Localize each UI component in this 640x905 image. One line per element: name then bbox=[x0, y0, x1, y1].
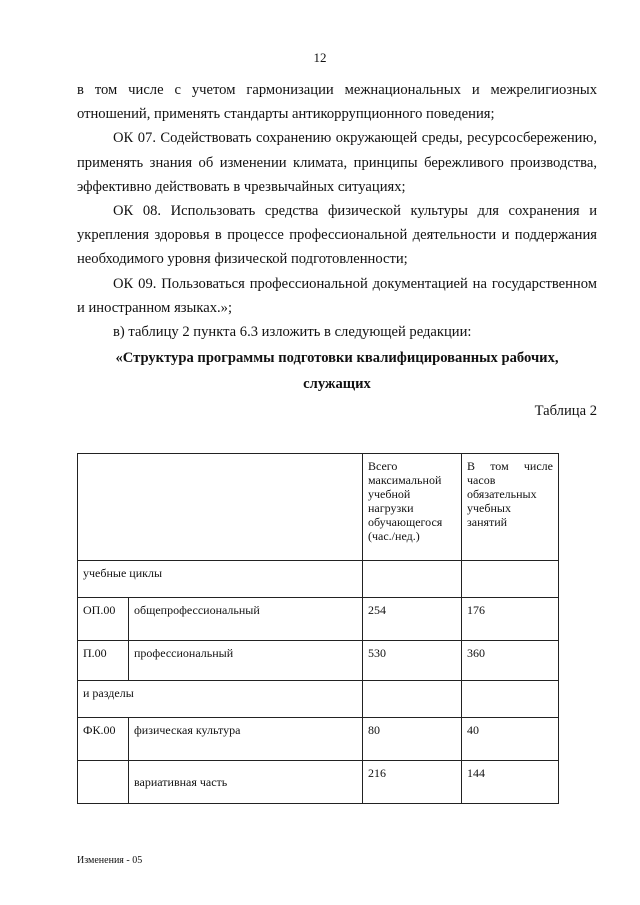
name-cell: профессиональный bbox=[129, 641, 363, 681]
table-row bbox=[78, 761, 559, 804]
footer-note: Изменения - 05 bbox=[77, 855, 143, 866]
mandatory-cell: 40 bbox=[462, 718, 559, 761]
table-row bbox=[78, 718, 559, 761]
paragraph-ok07: ОК 07. Содействовать сохранению окружающей среды, ресурсосбережению, применять знания об изменении климата, принципы бережливого производства, эффективно действовать в чрезвычайных ситуациях; bbox=[77, 130, 597, 195]
structure-table bbox=[77, 453, 559, 804]
mandatory-cell: 144 bbox=[462, 761, 559, 804]
total-cell: 216 bbox=[363, 761, 462, 804]
header-cell-mandatory: В том числе часов обязательных учебных занятий bbox=[462, 454, 559, 561]
section-row-label: и разделы bbox=[78, 681, 363, 718]
table-title-line1: «Структура программы подготовки квалифицированных рабочих, bbox=[115, 350, 559, 367]
table-row bbox=[78, 598, 559, 641]
mandatory-cell: 176 bbox=[462, 598, 559, 641]
header-cell-empty bbox=[78, 454, 363, 561]
section-row-label: учебные циклы bbox=[78, 561, 363, 598]
paragraph-amendment: в) таблицу 2 пункта 6.3 изложить в следующей редакции: bbox=[113, 324, 472, 341]
table-title-line2: служащих bbox=[303, 376, 371, 393]
name-cell: общепрофессиональный bbox=[129, 598, 363, 641]
paragraph-ok08: ОК 08. Использовать средства физической культуры для сохранения и укрепления здоровья в процессе профессиональной деятельности и поддержания необходимого уровня физической подготовленности; bbox=[77, 203, 597, 268]
code-cell: П.00 bbox=[78, 641, 129, 681]
header-cell-total: Всего максимальной учебной нагрузки обучающегося (час./нед.) bbox=[363, 454, 462, 561]
table-row bbox=[78, 641, 559, 681]
name-cell: физическая культура bbox=[129, 718, 363, 761]
mandatory-cell: 360 bbox=[462, 641, 559, 681]
total-cell: 530 bbox=[363, 641, 462, 681]
paragraph-ok09: ОК 09. Пользоваться профессиональной документацией на государственном и иностранном языках.»; bbox=[77, 275, 597, 316]
name-cell: вариативная часть bbox=[129, 761, 363, 804]
body-text bbox=[77, 78, 597, 423]
total-cell: 254 bbox=[363, 598, 462, 641]
total-cell: 80 bbox=[363, 718, 462, 761]
page-number: 12 bbox=[313, 50, 327, 65]
code-cell: ФК.00 bbox=[78, 718, 129, 761]
table-label: Таблица 2 bbox=[534, 402, 597, 419]
code-cell: ОП.00 bbox=[78, 598, 129, 641]
code-cell bbox=[78, 761, 129, 804]
paragraph: в том числе с учетом гармонизации межнациональных и межрелигиозных отношений, применять стандарты антикоррупционного поведения; bbox=[77, 82, 597, 123]
